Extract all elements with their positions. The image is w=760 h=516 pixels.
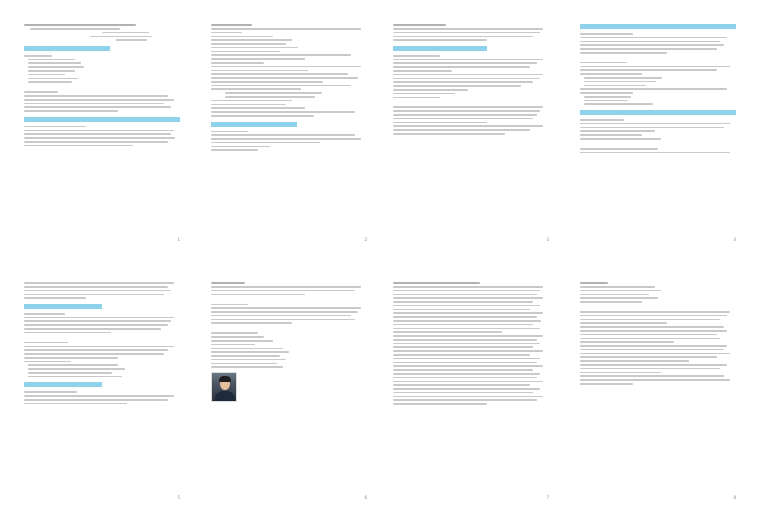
section-band [211, 122, 297, 127]
page-3 [383, 12, 559, 246]
portrait-photo [211, 372, 237, 402]
section-band [24, 46, 110, 51]
page-1 [14, 12, 190, 246]
page-number: 7 [546, 495, 549, 500]
page-number: 3 [546, 237, 549, 242]
page-number: 1 [177, 237, 180, 242]
page-number: 8 [733, 495, 736, 500]
section-band [580, 24, 736, 29]
section-band [24, 117, 180, 122]
page-2 [201, 12, 377, 246]
section-band [24, 304, 102, 309]
bottom-spread [0, 258, 760, 516]
page-7 [383, 270, 559, 504]
page-6 [201, 270, 377, 504]
page-number: 6 [364, 495, 367, 500]
page-number: 4 [733, 237, 736, 242]
section-band [24, 382, 102, 387]
page-number: 2 [364, 237, 367, 242]
page-8 [570, 270, 746, 504]
page-number: 5 [177, 495, 180, 500]
section-band [580, 110, 736, 115]
section-band [393, 46, 487, 51]
page-4 [570, 12, 746, 246]
page-5 [14, 270, 190, 504]
